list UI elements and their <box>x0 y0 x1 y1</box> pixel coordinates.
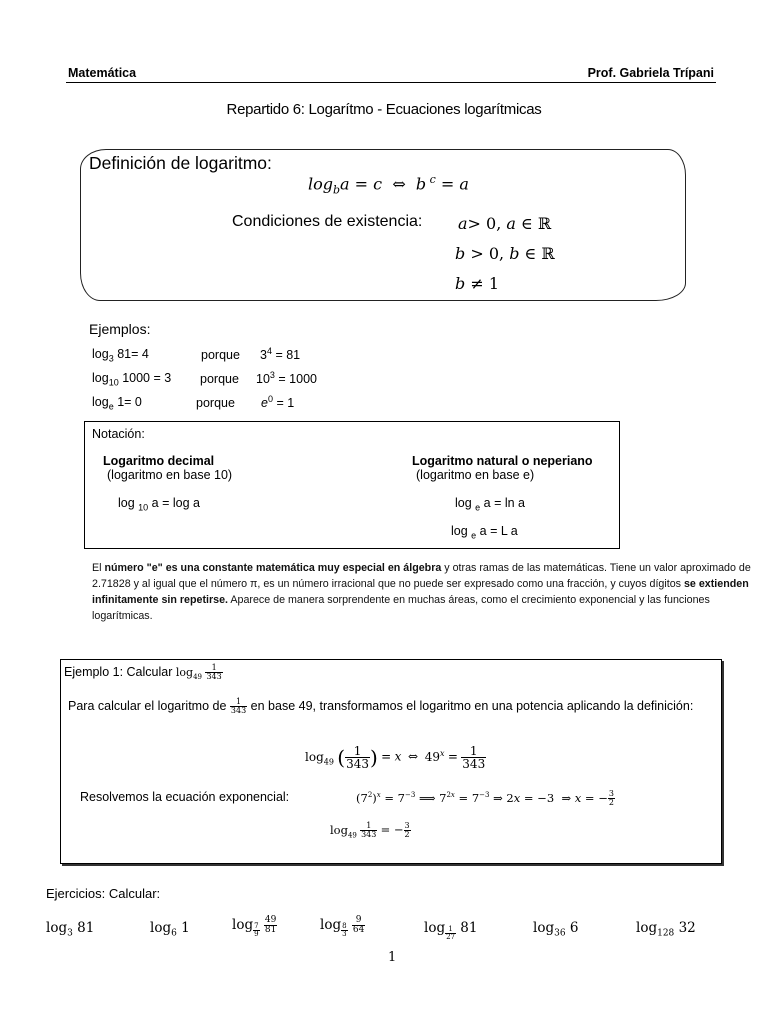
decimal-log-subtitle: (logaritmo en base 10) <box>107 468 233 482</box>
example1-heading: Ejemplo 1: Calcular $\log_{49}$ $\frac{1}{343}$ <box>64 663 222 681</box>
exercise-item: $\log_3 81$ <box>46 920 95 939</box>
natural-log-notation-ln: log $_e$ a = ln a <box>455 496 525 513</box>
because-text: porque <box>196 396 235 410</box>
example-row: $\log_3 81= 4$ <box>92 347 149 364</box>
solve-label: Resolvemos la ecuación exponencial: <box>80 790 290 804</box>
condition-b: b > 0, b ∈ ℝ <box>455 244 555 263</box>
example-row: $\log_e 1= 0$ <box>92 395 142 412</box>
decimal-log-notation: log $_{10}$ a = log a <box>118 496 200 513</box>
because-text: porque <box>201 348 240 362</box>
teacher-header: Prof. Gabriela Trípani <box>587 66 714 80</box>
e-constant-paragraph: El número "e" es una constante matemática muy especial en álgebra y otras ramas de las matemáticas. Tiene un valor aproximado de 2.71828 y al igual que el número π, es un número irracional que no puede ser expresado como una fracción, y cuyos dígitos se extienden infinitamente sin repetirse. Aparece de manera sorprendente en muchas áreas, como el crecimiento exponencial y las funciones logarítmicas. <box>92 562 751 622</box>
natural-log-title: Logaritmo natural o neperiano <box>412 454 593 468</box>
decimal-log-title: Logaritmo decimal <box>103 454 215 468</box>
exercise-item: log $_{\frac{1}{27}}$ 81 <box>424 920 478 941</box>
header-rule <box>66 82 716 83</box>
examples-label: Ejemplos: <box>89 321 151 337</box>
example1-equation: $\log_{49}$ ( $\frac{1}{343}$ ) = x ⇔ 49$^x$ = $\frac{1}{343}$ <box>305 744 486 771</box>
subject-header: Matemática <box>68 66 137 80</box>
exercise-item: log $_{\frac{7}{9}}$ $\frac{49}{81}$ <box>232 915 277 938</box>
definition-formula: $\log_ba = c$ ⇔ b $^c$ = a <box>308 173 469 197</box>
conditions-label: Condiciones de existencia: <box>232 213 423 230</box>
condition-b-not-one: b ≠ 1 <box>455 274 500 293</box>
exercises-label: Ejercicios: Calcular: <box>46 886 161 901</box>
notation-label: Notación: <box>92 427 145 441</box>
condition-a: a> 0, a ∈ ℝ <box>458 214 552 233</box>
notation-box <box>84 421 620 549</box>
page-title: Repartido 6: Logarítmo - Ecuaciones logarítmicas <box>226 101 542 118</box>
example-power: $e^0 = 1$ <box>261 394 295 411</box>
exercise-item: $\log_{128} 32$ <box>636 920 696 939</box>
natural-log-subtitle: (logaritmo en base e) <box>416 468 535 482</box>
exercise-item: $\log_{36} 6$ <box>533 920 579 939</box>
example-power: $3^4 = 81$ <box>260 346 301 363</box>
exercise-item: log $_{\frac{8}{3}}$ $\frac{9}{64}$ <box>320 915 365 938</box>
example1-result: $\log_{49}$ $\frac{1}{343}$ = − $\frac{3}{2}$ <box>330 821 410 839</box>
natural-log-notation-L: log $_e$ a = L a <box>451 524 518 541</box>
exponential-solution: $(7^2)^x = 7^{-3}$ ⟹ $7^{2x} = 7^{-3}$ ⇒ 2x = −3 ⇒ x = − $\frac{3}{2}$ <box>356 789 614 807</box>
page-number: 1 <box>388 950 397 965</box>
example1-intro: Para calcular el logaritmo de $\frac{1}{343}$ en base 49, transformamos el logaritmo en una potencia aplicando la definición: <box>68 697 694 715</box>
definition-heading: Definición de logaritmo: <box>89 153 272 173</box>
exercise-item: $\log_6 1$ <box>150 920 190 939</box>
example-power: $10^3 = 1000$ <box>256 370 317 387</box>
example-row: $\log_{10} 1000 = 3$ <box>92 371 172 388</box>
because-text: porque <box>200 372 239 386</box>
